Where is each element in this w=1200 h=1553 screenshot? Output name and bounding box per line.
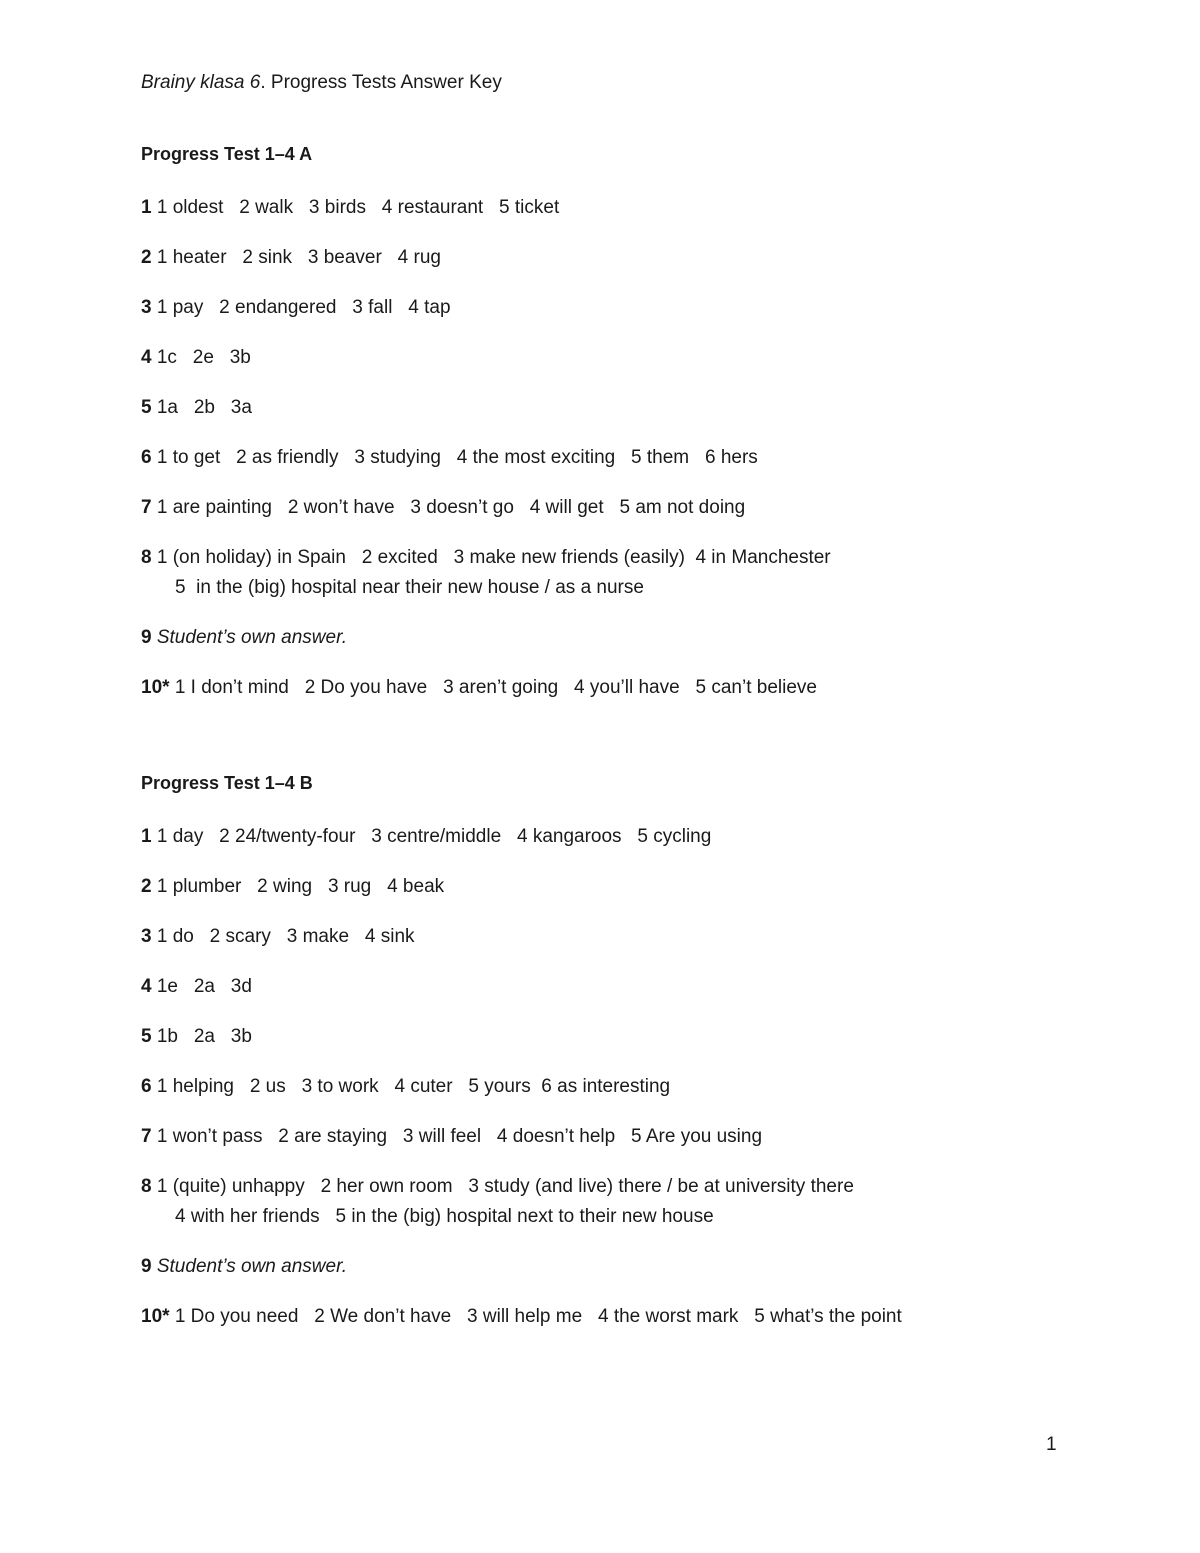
exercise-number: 7 [141, 1126, 152, 1147]
answer-row [141, 1252, 1101, 1282]
answer-row [141, 443, 1101, 473]
exercise-number: 4 [141, 347, 152, 368]
header-title-rest: . Progress Tests Answer Key [260, 72, 502, 93]
exercise-number: 8 [141, 1176, 152, 1197]
answer-row [141, 1072, 1101, 1102]
exercise-answers: 1 Do you need 2 We don’t have 3 will help me 4 the worst mark 5 what’s the point [174, 1306, 902, 1327]
exercise-number: 9 [141, 1256, 152, 1277]
answer-row [141, 1022, 1101, 1052]
answer-row [141, 623, 1101, 653]
exercise-answers: 1 heater 2 sink 3 beaver 4 rug [156, 247, 441, 268]
exercise-number: 10* [141, 677, 170, 698]
answer-row [141, 493, 1101, 523]
exercise-answers: 1c 2e 3b [156, 347, 251, 368]
exercise-number: 7 [141, 497, 152, 518]
answer-row [141, 543, 1101, 603]
exercise-answers-continued: 4 with her friends 5 in the (big) hospital next to their new house [175, 1206, 714, 1227]
exercise-number: 9 [141, 627, 152, 648]
exercise-answers: 1 helping 2 us 3 to work 4 cuter 5 yours 6 as interesting [156, 1076, 671, 1097]
answer-row [141, 343, 1101, 373]
exercise-answers: 1 do 2 scary 3 make 4 sink [156, 926, 415, 947]
answer-row [141, 243, 1101, 273]
section-progress-test-a [141, 143, 1101, 723]
section-progress-test-b [141, 772, 1101, 1352]
exercise-number: 3 [141, 926, 152, 947]
exercise-answers: 1 to get 2 as friendly 3 studying 4 the most exciting 5 them 6 hers [156, 447, 758, 468]
answer-row [141, 972, 1101, 1002]
exercise-answers: Student’s own answer. [156, 627, 347, 648]
exercise-answers-continued: 5 in the (big) hospital near their new house / as a nurse [175, 577, 644, 598]
answer-list [141, 193, 1101, 703]
exercise-answers: 1 are painting 2 won’t have 3 doesn’t go 4 will get 5 am not doing [156, 497, 746, 518]
exercise-number: 8 [141, 547, 152, 568]
exercise-number: 2 [141, 876, 152, 897]
answer-row [141, 1122, 1101, 1152]
answer-row [141, 922, 1101, 952]
exercise-answers: 1e 2a 3d [156, 976, 252, 997]
exercise-answers: 1 won’t pass 2 are staying 3 will feel 4 doesn’t help 5 Are you using [156, 1126, 763, 1147]
exercise-number: 1 [141, 826, 152, 847]
section-title: Progress Test 1–4 A [141, 144, 313, 164]
exercise-answers: 1 oldest 2 walk 3 birds 4 restaurant 5 ticket [156, 197, 560, 218]
exercise-answers: 1 plumber 2 wing 3 rug 4 beak [156, 876, 445, 897]
exercise-answers: 1 pay 2 endangered 3 fall 4 tap [156, 297, 451, 318]
page-header [141, 72, 502, 94]
exercise-number: 2 [141, 247, 152, 268]
exercise-number: 5 [141, 1026, 152, 1047]
page-number: 1 [1046, 1434, 1057, 1455]
answer-row [141, 872, 1101, 902]
answer-row [141, 822, 1101, 852]
exercise-answers: 1 (on holiday) in Spain 2 excited 3 make new friends (easily) 4 in Manchester [156, 547, 831, 568]
answer-row [141, 1302, 1101, 1332]
exercise-number: 10* [141, 1306, 170, 1327]
exercise-answers: 1 (quite) unhappy 2 her own room 3 study (and live) there / be at university there [156, 1176, 854, 1197]
exercise-number: 4 [141, 976, 152, 997]
answer-row [141, 193, 1101, 223]
answer-list [141, 822, 1101, 1332]
answer-row [141, 1172, 1101, 1232]
answer-row [141, 293, 1101, 323]
section-title: Progress Test 1–4 B [141, 773, 313, 793]
exercise-answers: 1b 2a 3b [156, 1026, 252, 1047]
answer-row [141, 393, 1101, 423]
exercise-number: 6 [141, 1076, 152, 1097]
exercise-answers: Student’s own answer. [156, 1256, 347, 1277]
exercise-number: 1 [141, 197, 152, 218]
exercise-answers: 1 I don’t mind 2 Do you have 3 aren’t going 4 you’ll have 5 can’t believe [174, 677, 817, 698]
exercise-answers: 1a 2b 3a [156, 397, 252, 418]
exercise-number: 6 [141, 447, 152, 468]
exercise-number: 3 [141, 297, 152, 318]
header-title-italic: Brainy klasa 6 [141, 72, 261, 93]
answer-row [141, 673, 1101, 703]
exercise-number: 5 [141, 397, 152, 418]
exercise-answers: 1 day 2 24/twenty-four 3 centre/middle 4 kangaroos 5 cycling [156, 826, 712, 847]
